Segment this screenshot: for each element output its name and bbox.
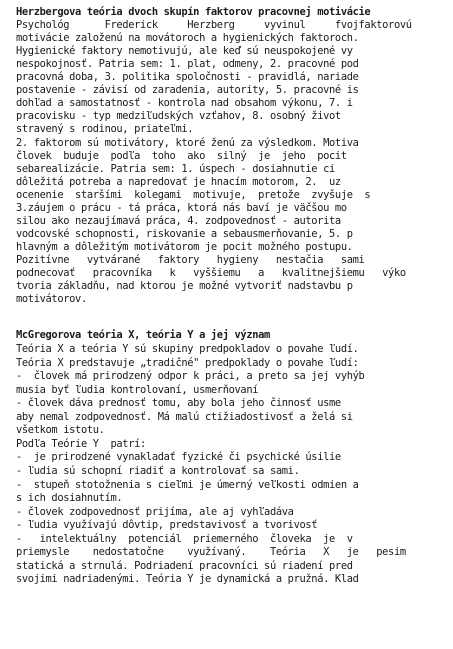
paragraph-line: Pozitívne vytvárané faktory hygieny nestačia sami: [16, 253, 365, 266]
paragraph-line: Teória X a teória Y sú skupiny predpokladov o povahe ľudí.: [16, 343, 359, 356]
paragraph-line: dohľad a samostatnosť - kontrola nad obsahom výkonu, 7. i: [16, 97, 353, 110]
paragraph-line: nespokojnosť. Patria sem: 1. plat, odmeny, 2. pracovné pod: [16, 58, 359, 71]
paragraph-line: - intelektuálny potenciál priemerného človeka je v: [16, 532, 353, 545]
paragraph-line: - človek dáva prednosť tomu, aby bola jeho činnosť usme: [16, 397, 341, 410]
paragraph-line: stravený s rodinou, priateľmi.: [16, 123, 194, 136]
section-heading: Herzbergova teória dvoch skupín faktorov pracovnej motivácie: [16, 6, 371, 18]
paragraph-line: vodcovské schopnosti, riskovanie a sebausmerňovanie, 5. p: [16, 227, 353, 240]
paragraph-line: podnecovať pracovníka k vyššiemu a kvalitnejšiemu výko: [16, 267, 406, 279]
paragraph-line: silou ako nezaujímavá práca, 4. zodpovednosť - autorita: [16, 214, 341, 227]
paragraph-line: - človek má prirodzený odpor k práci, a preto sa jej vyhýb: [16, 370, 365, 383]
paragraph-line: 3.záujem o prácu - tá práca, ktorá nás baví je väčšou mo: [16, 201, 347, 214]
paragraph-line: motivácie založenú na movátoroch a hygienických faktoroch.: [16, 32, 359, 45]
paragraph-line: 2. faktorom sú motivátory, ktoré ženú za výsledkom. Motiva: [16, 136, 359, 149]
paragraph-line: priemysle nedostatočne využívaný. Teória X je pesim: [16, 546, 406, 559]
paragraph-line: dôležitá potreba a napredovať je hnacím motorom, 2. uz: [16, 175, 341, 188]
paragraph-line: Teória X predstavuje „tradičné" predpoklady o povahe ľudí:: [16, 356, 359, 369]
paragraph-line: pracovná doba, 3. politika spoločnosti - pravidlá, nariade: [16, 71, 359, 84]
paragraph-line: ocenenie staršími kolegami motivuje, pretože zvyšuje s: [16, 188, 371, 201]
paragraph-line: - stupeň stotožnenia s cieľmi je úmerný veľkosti odmien a: [16, 478, 359, 491]
paragraph-line: musia byť ľudia kontrolovaní, usmerňovaní: [16, 383, 259, 396]
paragraph-line: hlavným a dôležitým motivátorom je pocit možného postupu.: [16, 240, 353, 253]
paragraph-line: človek buduje podľa toho ako silný je jeho pocit: [16, 149, 347, 162]
paragraph-line: svojimi nadriadenými. Teória Y je dynamická a pružná. Klad: [16, 573, 359, 586]
paragraph-line: statická a strnulá. Podriadení pracovníci sú riadení pred: [16, 559, 353, 572]
paragraph-line: - ľudia sú schopní riadiť a kontrolovať sa sami.: [16, 465, 300, 477]
paragraph-line: motivátorov.: [16, 293, 87, 306]
paragraph-line: Hygienické faktory nemotivujú, ale keď sú neuspokojené vy: [16, 45, 353, 58]
paragraph-line: - človek zodpovednosť prijíma, ale aj vyhľadáva: [16, 505, 294, 518]
paragraph-line: s ich dosiahnutím.: [16, 492, 123, 505]
paragraph-line: tvoria základňu, nad ktorou je možné vytvoriť nadstavbu p: [16, 280, 353, 293]
paragraph-line: Psychológ Frederick Herzberg vyvinul fvojfaktorovú: [16, 19, 412, 32]
paragraph-line: sebarealizácie. Patria sem: 1. úspech - dosiahnutie ci: [16, 162, 335, 175]
paragraph-line: postavenie - závisí od zaradenia, autority, 5. pracovné is: [16, 84, 359, 97]
paragraph-line: všetkom istotu.: [16, 424, 105, 437]
section-heading: McGregorova teória X, teória Y a jej význam: [16, 329, 270, 341]
paragraph-line: aby nemal zodpovednosť. Má malú ctižiadostivosť a želá si: [16, 410, 353, 423]
paragraph-line: pracovisku - typ medziľudských vzťahov, 8. osobný život: [16, 110, 341, 123]
paragraph-line: - ľudia využívajú dôvtip, predstavivosť a tvorivosť: [16, 519, 318, 532]
paragraph-line: - je prirodzené vynakladať fyzické či psychické úsilie: [16, 451, 341, 464]
paragraph-line: Podľa Teórie Y patrí:: [16, 437, 146, 450]
